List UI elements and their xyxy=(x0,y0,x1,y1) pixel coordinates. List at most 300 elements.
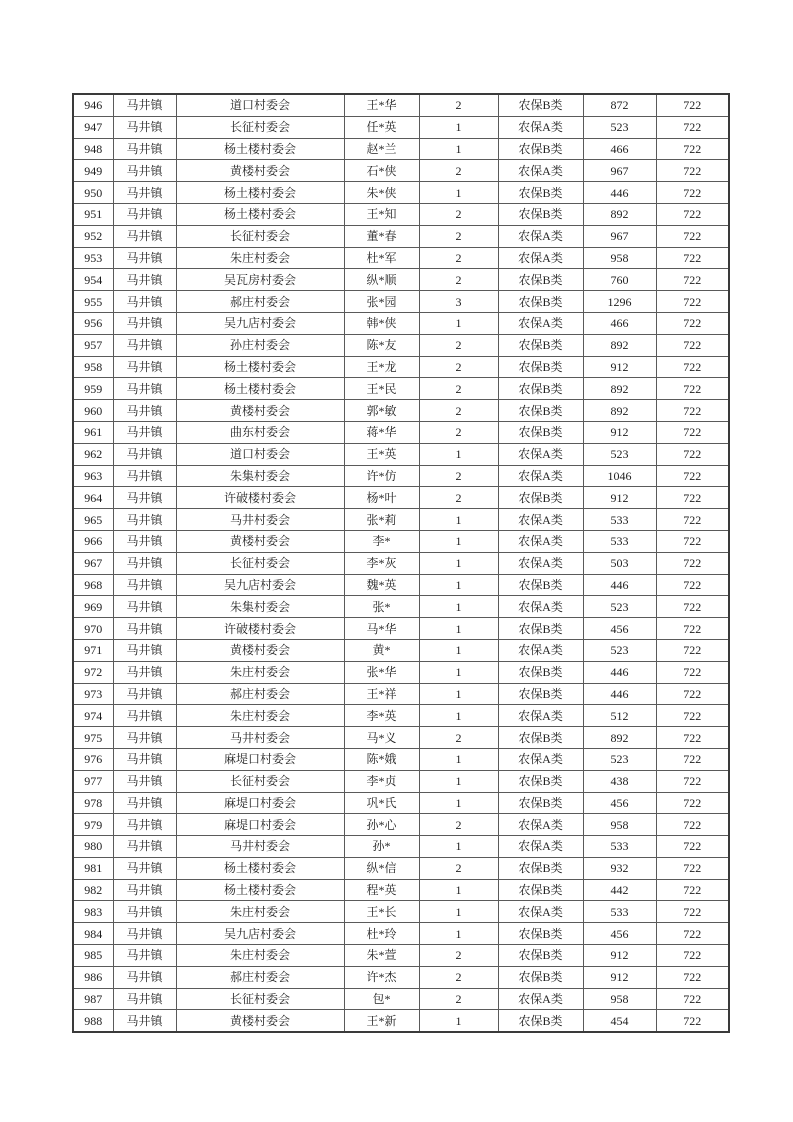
table-row xyxy=(73,901,729,923)
cell-standard: 722 xyxy=(656,966,729,988)
cell-village: 曲东村委会 xyxy=(176,421,344,443)
table-row xyxy=(73,116,729,138)
cell-town: 马井镇 xyxy=(113,443,176,465)
cell-category: 农保B类 xyxy=(498,618,583,640)
cell-name: 赵*兰 xyxy=(344,138,419,160)
cell-town: 马井镇 xyxy=(113,923,176,945)
cell-seq: 976 xyxy=(73,748,113,770)
cell-name: 王*英 xyxy=(344,443,419,465)
cell-standard: 722 xyxy=(656,618,729,640)
cell-amount: 892 xyxy=(583,400,656,422)
cell-village: 杨土楼村委会 xyxy=(176,857,344,879)
cell-town: 马井镇 xyxy=(113,705,176,727)
cell-town: 马井镇 xyxy=(113,356,176,378)
cell-standard: 722 xyxy=(656,138,729,160)
table-row xyxy=(73,247,729,269)
cell-count: 1 xyxy=(419,748,498,770)
table-row xyxy=(73,421,729,443)
cell-category: 农保A类 xyxy=(498,988,583,1010)
cell-village: 长征村委会 xyxy=(176,225,344,247)
cell-count: 2 xyxy=(419,966,498,988)
cell-amount: 523 xyxy=(583,443,656,465)
table-row xyxy=(73,923,729,945)
cell-name: 李*英 xyxy=(344,705,419,727)
cell-town: 马井镇 xyxy=(113,269,176,291)
cell-town: 马井镇 xyxy=(113,291,176,313)
cell-amount: 456 xyxy=(583,923,656,945)
cell-amount: 912 xyxy=(583,487,656,509)
cell-count: 1 xyxy=(419,923,498,945)
cell-seq: 979 xyxy=(73,814,113,836)
cell-standard: 722 xyxy=(656,443,729,465)
cell-village: 黄楼村委会 xyxy=(176,400,344,422)
cell-standard: 722 xyxy=(656,596,729,618)
cell-town: 马井镇 xyxy=(113,94,176,116)
cell-town: 马井镇 xyxy=(113,203,176,225)
cell-seq: 957 xyxy=(73,334,113,356)
cell-standard: 722 xyxy=(656,1010,729,1032)
cell-seq: 967 xyxy=(73,552,113,574)
cell-village: 黄楼村委会 xyxy=(176,530,344,552)
cell-village: 朱庄村委会 xyxy=(176,901,344,923)
cell-standard: 722 xyxy=(656,770,729,792)
cell-amount: 760 xyxy=(583,269,656,291)
cell-seq: 974 xyxy=(73,705,113,727)
cell-count: 1 xyxy=(419,574,498,596)
cell-seq: 983 xyxy=(73,901,113,923)
cell-town: 马井镇 xyxy=(113,596,176,618)
cell-name: 马*华 xyxy=(344,618,419,640)
table-row xyxy=(73,443,729,465)
cell-category: 农保A类 xyxy=(498,116,583,138)
cell-name: 王*民 xyxy=(344,378,419,400)
cell-village: 许破楼村委会 xyxy=(176,487,344,509)
cell-count: 2 xyxy=(419,400,498,422)
cell-village: 许破楼村委会 xyxy=(176,618,344,640)
table-row xyxy=(73,312,729,334)
cell-count: 2 xyxy=(419,421,498,443)
table-row xyxy=(73,160,729,182)
cell-count: 1 xyxy=(419,901,498,923)
cell-seq: 981 xyxy=(73,857,113,879)
cell-town: 马井镇 xyxy=(113,814,176,836)
table-row xyxy=(73,966,729,988)
table-row xyxy=(73,552,729,574)
cell-town: 马井镇 xyxy=(113,530,176,552)
cell-name: 石*侠 xyxy=(344,160,419,182)
cell-town: 马井镇 xyxy=(113,334,176,356)
cell-category: 农保B类 xyxy=(498,203,583,225)
table-row xyxy=(73,945,729,967)
table-row xyxy=(73,574,729,596)
table-row xyxy=(73,639,729,661)
cell-village: 杨土楼村委会 xyxy=(176,356,344,378)
cell-category: 农保B类 xyxy=(498,138,583,160)
cell-count: 2 xyxy=(419,378,498,400)
cell-seq: 946 xyxy=(73,94,113,116)
table-row xyxy=(73,138,729,160)
table-row xyxy=(73,291,729,313)
cell-seq: 987 xyxy=(73,988,113,1010)
cell-amount: 442 xyxy=(583,879,656,901)
cell-category: 农保B类 xyxy=(498,727,583,749)
cell-village: 朱庄村委会 xyxy=(176,705,344,727)
cell-name: 孙*心 xyxy=(344,814,419,836)
table-row xyxy=(73,618,729,640)
cell-standard: 722 xyxy=(656,552,729,574)
cell-amount: 892 xyxy=(583,378,656,400)
cell-standard: 722 xyxy=(656,182,729,204)
cell-amount: 892 xyxy=(583,203,656,225)
cell-count: 1 xyxy=(419,182,498,204)
cell-standard: 722 xyxy=(656,879,729,901)
cell-town: 马井镇 xyxy=(113,618,176,640)
cell-village: 朱集村委会 xyxy=(176,596,344,618)
cell-seq: 951 xyxy=(73,203,113,225)
cell-category: 农保B类 xyxy=(498,879,583,901)
cell-name: 魏*英 xyxy=(344,574,419,596)
cell-village: 朱集村委会 xyxy=(176,465,344,487)
cell-category: 农保B类 xyxy=(498,857,583,879)
cell-amount: 533 xyxy=(583,836,656,858)
cell-count: 2 xyxy=(419,160,498,182)
cell-name: 纵*顺 xyxy=(344,269,419,291)
table-row xyxy=(73,683,729,705)
cell-village: 麻堤口村委会 xyxy=(176,748,344,770)
cell-count: 2 xyxy=(419,225,498,247)
table-row xyxy=(73,94,729,116)
cell-name: 李*灰 xyxy=(344,552,419,574)
table-row xyxy=(73,182,729,204)
cell-category: 农保B类 xyxy=(498,574,583,596)
table-row xyxy=(73,334,729,356)
cell-village: 长征村委会 xyxy=(176,988,344,1010)
cell-seq: 949 xyxy=(73,160,113,182)
cell-standard: 722 xyxy=(656,94,729,116)
cell-name: 朱*萱 xyxy=(344,945,419,967)
cell-amount: 912 xyxy=(583,966,656,988)
cell-name: 程*英 xyxy=(344,879,419,901)
cell-standard: 722 xyxy=(656,727,729,749)
cell-amount: 523 xyxy=(583,748,656,770)
cell-seq: 982 xyxy=(73,879,113,901)
cell-seq: 947 xyxy=(73,116,113,138)
cell-amount: 446 xyxy=(583,683,656,705)
table-row xyxy=(73,770,729,792)
table-row xyxy=(73,879,729,901)
cell-village: 杨土楼村委会 xyxy=(176,203,344,225)
cell-amount: 932 xyxy=(583,857,656,879)
cell-seq: 985 xyxy=(73,945,113,967)
cell-town: 马井镇 xyxy=(113,487,176,509)
table-row xyxy=(73,705,729,727)
cell-count: 1 xyxy=(419,1010,498,1032)
cell-amount: 1296 xyxy=(583,291,656,313)
cell-name: 杜*玲 xyxy=(344,923,419,945)
cell-seq: 971 xyxy=(73,639,113,661)
cell-town: 马井镇 xyxy=(113,988,176,1010)
cell-category: 农保B类 xyxy=(498,356,583,378)
cell-category: 农保A类 xyxy=(498,247,583,269)
table-row xyxy=(73,356,729,378)
cell-category: 农保B类 xyxy=(498,487,583,509)
cell-count: 2 xyxy=(419,269,498,291)
cell-seq: 963 xyxy=(73,465,113,487)
cell-village: 孙庄村委会 xyxy=(176,334,344,356)
cell-village: 黄楼村委会 xyxy=(176,639,344,661)
cell-seq: 973 xyxy=(73,683,113,705)
cell-standard: 722 xyxy=(656,639,729,661)
cell-town: 马井镇 xyxy=(113,901,176,923)
cell-count: 1 xyxy=(419,312,498,334)
cell-village: 杨土楼村委会 xyxy=(176,138,344,160)
cell-standard: 722 xyxy=(656,400,729,422)
cell-seq: 975 xyxy=(73,727,113,749)
cell-amount: 446 xyxy=(583,661,656,683)
cell-standard: 722 xyxy=(656,465,729,487)
cell-town: 马井镇 xyxy=(113,138,176,160)
cell-name: 陈*友 xyxy=(344,334,419,356)
cell-count: 2 xyxy=(419,356,498,378)
table-row xyxy=(73,378,729,400)
cell-seq: 986 xyxy=(73,966,113,988)
cell-amount: 446 xyxy=(583,574,656,596)
table-row xyxy=(73,836,729,858)
cell-name: 孙* xyxy=(344,836,419,858)
cell-category: 农保B类 xyxy=(498,966,583,988)
cell-amount: 446 xyxy=(583,182,656,204)
cell-village: 杨土楼村委会 xyxy=(176,378,344,400)
table-row xyxy=(73,596,729,618)
table-row xyxy=(73,203,729,225)
cell-count: 1 xyxy=(419,552,498,574)
cell-category: 农保A类 xyxy=(498,748,583,770)
cell-count: 1 xyxy=(419,639,498,661)
cell-category: 农保A类 xyxy=(498,552,583,574)
cell-village: 吴九店村委会 xyxy=(176,312,344,334)
cell-count: 2 xyxy=(419,857,498,879)
cell-amount: 456 xyxy=(583,792,656,814)
cell-name: 许*仿 xyxy=(344,465,419,487)
cell-town: 马井镇 xyxy=(113,857,176,879)
table-row xyxy=(73,530,729,552)
cell-town: 马井镇 xyxy=(113,661,176,683)
cell-town: 马井镇 xyxy=(113,465,176,487)
beneficiary-table xyxy=(72,93,730,1033)
cell-name: 朱*侠 xyxy=(344,182,419,204)
table-row xyxy=(73,1010,729,1032)
cell-category: 农保A类 xyxy=(498,465,583,487)
cell-village: 长征村委会 xyxy=(176,116,344,138)
cell-standard: 722 xyxy=(656,356,729,378)
cell-category: 农保A类 xyxy=(498,509,583,531)
cell-seq: 972 xyxy=(73,661,113,683)
table-row xyxy=(73,661,729,683)
cell-standard: 722 xyxy=(656,836,729,858)
table-row xyxy=(73,509,729,531)
cell-count: 1 xyxy=(419,138,498,160)
cell-seq: 950 xyxy=(73,182,113,204)
cell-seq: 984 xyxy=(73,923,113,945)
cell-village: 马井村委会 xyxy=(176,727,344,749)
cell-standard: 722 xyxy=(656,574,729,596)
cell-amount: 466 xyxy=(583,138,656,160)
cell-town: 马井镇 xyxy=(113,836,176,858)
cell-name: 纵*信 xyxy=(344,857,419,879)
cell-name: 蒋*华 xyxy=(344,421,419,443)
cell-name: 王*新 xyxy=(344,1010,419,1032)
cell-town: 马井镇 xyxy=(113,378,176,400)
cell-amount: 454 xyxy=(583,1010,656,1032)
cell-village: 黄楼村委会 xyxy=(176,1010,344,1032)
cell-town: 马井镇 xyxy=(113,400,176,422)
cell-count: 2 xyxy=(419,727,498,749)
cell-category: 农保B类 xyxy=(498,661,583,683)
cell-seq: 977 xyxy=(73,770,113,792)
cell-category: 农保B类 xyxy=(498,421,583,443)
cell-village: 朱庄村委会 xyxy=(176,247,344,269)
cell-seq: 980 xyxy=(73,836,113,858)
cell-category: 农保B类 xyxy=(498,683,583,705)
cell-standard: 722 xyxy=(656,661,729,683)
cell-village: 郝庄村委会 xyxy=(176,966,344,988)
cell-count: 2 xyxy=(419,465,498,487)
cell-seq: 988 xyxy=(73,1010,113,1032)
cell-standard: 722 xyxy=(656,857,729,879)
cell-name: 杨*叶 xyxy=(344,487,419,509)
cell-village: 朱庄村委会 xyxy=(176,661,344,683)
cell-standard: 722 xyxy=(656,203,729,225)
cell-amount: 533 xyxy=(583,530,656,552)
cell-seq: 955 xyxy=(73,291,113,313)
cell-town: 马井镇 xyxy=(113,116,176,138)
cell-category: 农保B类 xyxy=(498,923,583,945)
table-row xyxy=(73,857,729,879)
cell-name: 黄* xyxy=(344,639,419,661)
cell-standard: 722 xyxy=(656,683,729,705)
cell-town: 马井镇 xyxy=(113,225,176,247)
cell-count: 1 xyxy=(419,116,498,138)
cell-village: 长征村委会 xyxy=(176,552,344,574)
cell-town: 马井镇 xyxy=(113,1010,176,1032)
cell-standard: 722 xyxy=(656,530,729,552)
cell-standard: 722 xyxy=(656,421,729,443)
cell-count: 2 xyxy=(419,247,498,269)
cell-amount: 533 xyxy=(583,509,656,531)
cell-category: 农保B类 xyxy=(498,1010,583,1032)
cell-amount: 466 xyxy=(583,312,656,334)
cell-town: 马井镇 xyxy=(113,945,176,967)
cell-amount: 892 xyxy=(583,727,656,749)
cell-town: 马井镇 xyxy=(113,312,176,334)
cell-town: 马井镇 xyxy=(113,160,176,182)
cell-category: 农保B类 xyxy=(498,945,583,967)
cell-town: 马井镇 xyxy=(113,748,176,770)
cell-name: 马*义 xyxy=(344,727,419,749)
cell-count: 1 xyxy=(419,530,498,552)
cell-amount: 523 xyxy=(583,639,656,661)
cell-amount: 438 xyxy=(583,770,656,792)
cell-name: 王*华 xyxy=(344,94,419,116)
cell-town: 马井镇 xyxy=(113,182,176,204)
cell-name: 王*长 xyxy=(344,901,419,923)
cell-village: 黄楼村委会 xyxy=(176,160,344,182)
table-row xyxy=(73,792,729,814)
cell-amount: 872 xyxy=(583,94,656,116)
cell-seq: 948 xyxy=(73,138,113,160)
cell-amount: 958 xyxy=(583,988,656,1010)
cell-seq: 969 xyxy=(73,596,113,618)
cell-name: 李*贞 xyxy=(344,770,419,792)
cell-count: 1 xyxy=(419,596,498,618)
cell-amount: 892 xyxy=(583,334,656,356)
cell-village: 长征村委会 xyxy=(176,770,344,792)
cell-town: 马井镇 xyxy=(113,639,176,661)
cell-category: 农保A类 xyxy=(498,443,583,465)
cell-seq: 954 xyxy=(73,269,113,291)
cell-count: 2 xyxy=(419,945,498,967)
cell-category: 农保B类 xyxy=(498,400,583,422)
cell-category: 农保A类 xyxy=(498,225,583,247)
cell-seq: 961 xyxy=(73,421,113,443)
cell-seq: 978 xyxy=(73,792,113,814)
cell-village: 吴九店村委会 xyxy=(176,574,344,596)
cell-seq: 966 xyxy=(73,530,113,552)
table-row xyxy=(73,814,729,836)
cell-name: 王*龙 xyxy=(344,356,419,378)
cell-standard: 722 xyxy=(656,487,729,509)
cell-amount: 967 xyxy=(583,160,656,182)
cell-name: 巩*氏 xyxy=(344,792,419,814)
cell-category: 农保A类 xyxy=(498,639,583,661)
cell-name: 张*华 xyxy=(344,661,419,683)
cell-category: 农保B类 xyxy=(498,94,583,116)
cell-amount: 912 xyxy=(583,356,656,378)
cell-seq: 952 xyxy=(73,225,113,247)
cell-seq: 968 xyxy=(73,574,113,596)
cell-count: 1 xyxy=(419,509,498,531)
cell-seq: 958 xyxy=(73,356,113,378)
table-row xyxy=(73,748,729,770)
cell-standard: 722 xyxy=(656,269,729,291)
cell-standard: 722 xyxy=(656,945,729,967)
cell-standard: 722 xyxy=(656,378,729,400)
cell-standard: 722 xyxy=(656,160,729,182)
cell-village: 麻堤口村委会 xyxy=(176,792,344,814)
cell-name: 陈*娥 xyxy=(344,748,419,770)
cell-category: 农保B类 xyxy=(498,378,583,400)
cell-category: 农保B类 xyxy=(498,182,583,204)
cell-village: 杨土楼村委会 xyxy=(176,879,344,901)
cell-standard: 722 xyxy=(656,923,729,945)
cell-village: 朱庄村委会 xyxy=(176,945,344,967)
cell-category: 农保A类 xyxy=(498,596,583,618)
cell-count: 1 xyxy=(419,792,498,814)
cell-standard: 722 xyxy=(656,705,729,727)
cell-count: 2 xyxy=(419,988,498,1010)
cell-amount: 503 xyxy=(583,552,656,574)
cell-standard: 722 xyxy=(656,748,729,770)
cell-village: 杨土楼村委会 xyxy=(176,182,344,204)
cell-amount: 456 xyxy=(583,618,656,640)
cell-category: 农保B类 xyxy=(498,770,583,792)
cell-village: 马井村委会 xyxy=(176,509,344,531)
cell-name: 董*春 xyxy=(344,225,419,247)
cell-seq: 965 xyxy=(73,509,113,531)
cell-category: 农保A类 xyxy=(498,836,583,858)
cell-category: 农保A类 xyxy=(498,530,583,552)
cell-count: 2 xyxy=(419,487,498,509)
